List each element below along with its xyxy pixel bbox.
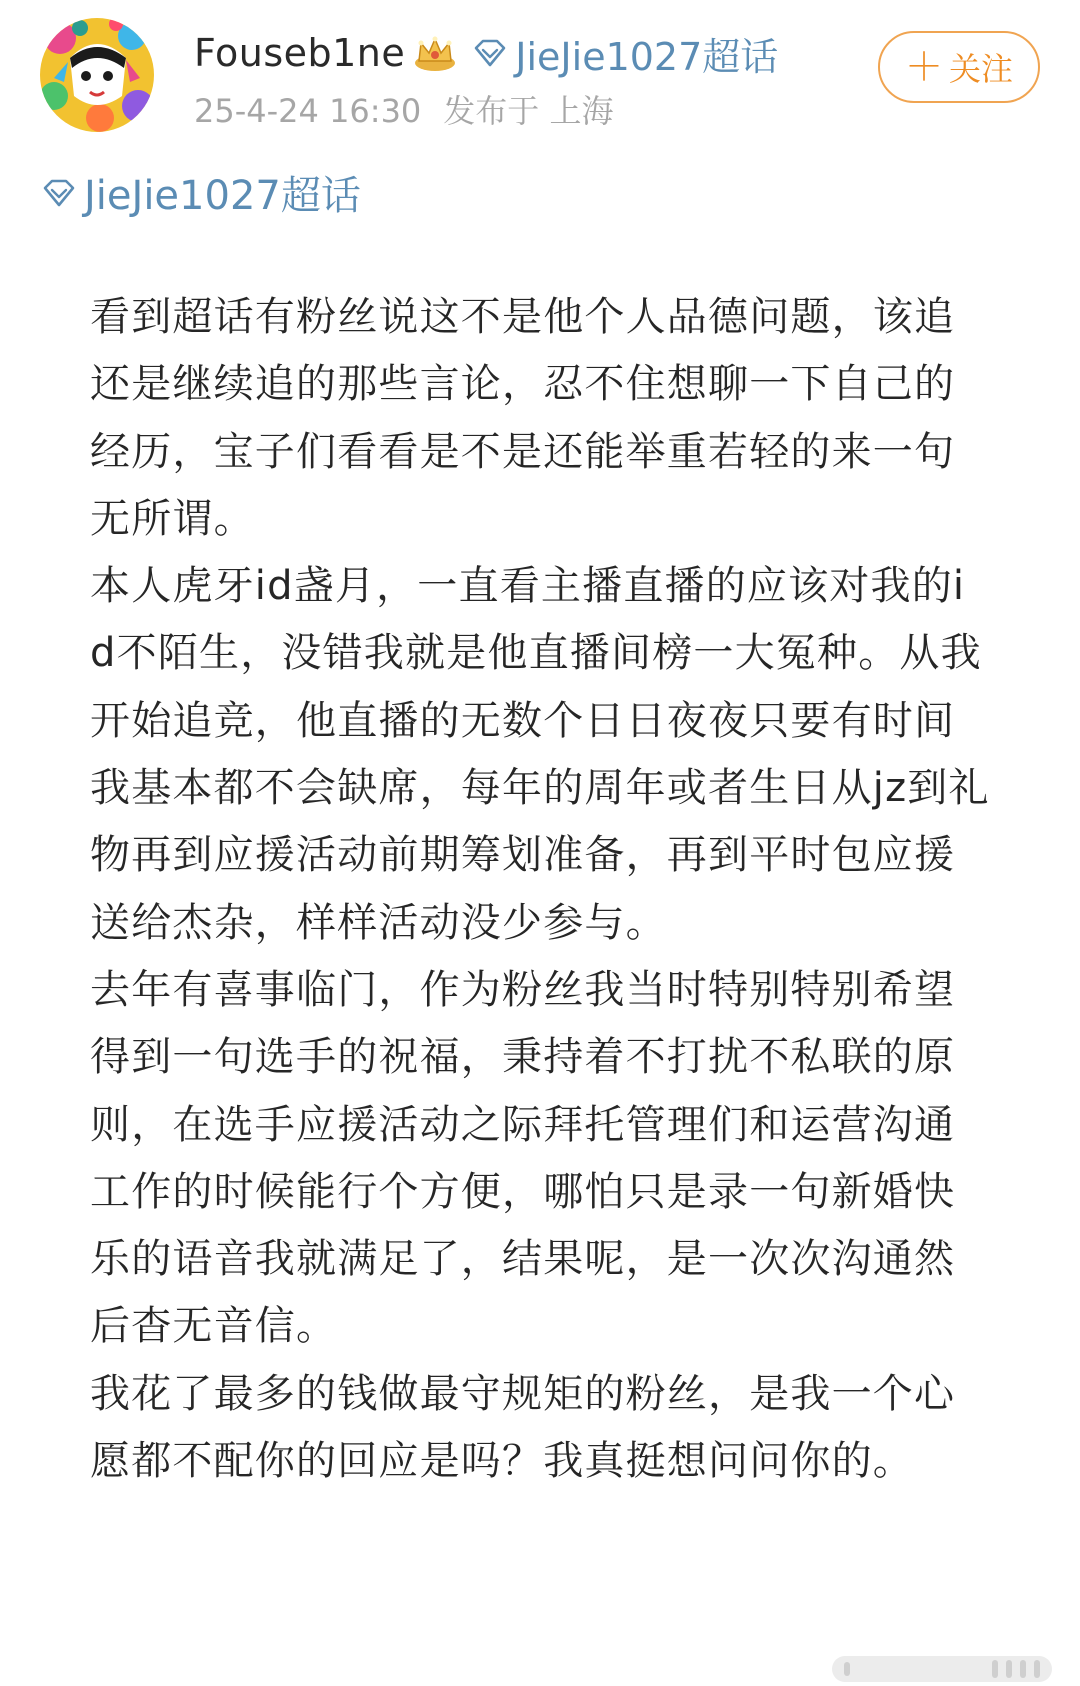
supertopic-tag[interactable] xyxy=(42,164,361,221)
anime-avatar-icon xyxy=(40,18,154,132)
post-paragraph: 看到超话有粉丝说这不是他个人品德问题，该追还是继续追的那些言论，忍不住想聊一下自己的经历，宝子们看看是不是还能举重若轻的来一句无所谓。 xyxy=(90,294,956,542)
post-meta xyxy=(194,86,613,132)
post-paragraph: 本人虎牙id盏月，一直看主播直播的应该对我的id不陌生，没错我就是他直播间榜一大冤种。从我开始追竞，他直播的无数个日日夜夜只要有时间我基本都不会缺席，每年的周年或者生日从jz到礼物再到应援活动前期筹划准备，再到平时包应援送给杰杂，样样活动没少参与。 xyxy=(90,563,990,946)
follow-button[interactable] xyxy=(878,31,1040,103)
crown-badge-icon xyxy=(411,33,459,73)
supertopic-header-label: JieJie1027超话 xyxy=(515,34,779,79)
author-name[interactable]: Fouseb1ne xyxy=(194,31,406,75)
supertopic-link-header[interactable] xyxy=(473,26,778,81)
post-paragraph: 去年有喜事临门，作为粉丝我当时特别特别希望得到一句选手的祝福，秉持着不打扰不私联的原则，在选手应援活动之际拜托管理们和运营沟通工作的时候能行个方便，哪怕只是录一句新婚快乐的语音我就满足了，结果呢，是一次次沟通然后杳无音信。 xyxy=(90,966,956,1350)
post-paragraph: 我花了最多的钱做最守规矩的粉丝，是我一个心愿都不配你的回应是吗？我真挺想问问你的。 xyxy=(90,1370,956,1485)
post-location: 发布于 上海 xyxy=(443,92,614,130)
post-date: 25-4-24 16:30 xyxy=(194,92,422,130)
diamond-icon xyxy=(42,178,76,208)
supertopic-tag-label: JieJie1027超话 xyxy=(84,173,361,219)
avatar[interactable] xyxy=(40,18,154,132)
watermark-icon xyxy=(832,1652,1052,1686)
diamond-icon xyxy=(473,38,507,68)
post-body xyxy=(90,284,990,1495)
follow-button-label: 关注 xyxy=(949,50,1014,88)
plus-icon: ＋ xyxy=(904,45,943,89)
